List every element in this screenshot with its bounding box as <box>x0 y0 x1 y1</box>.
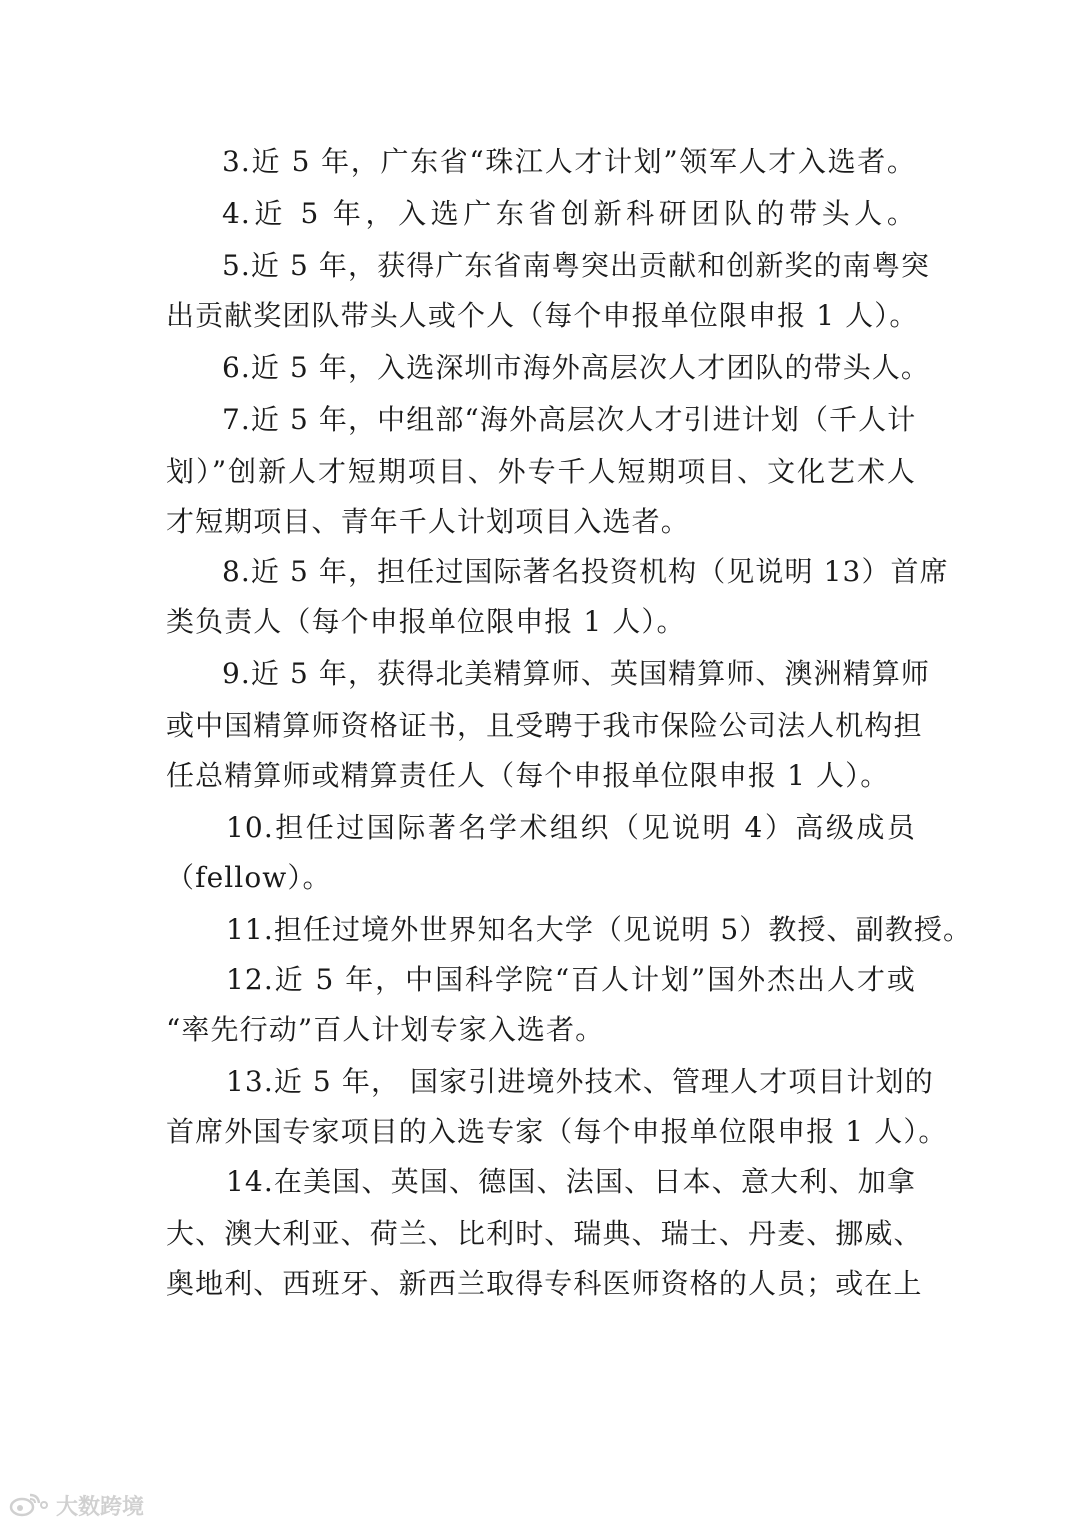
item-10-line-1: 10.担任过国际著名学术组织（见说明 4）高级成员 <box>226 811 916 844</box>
watermark-text: 大数跨境 <box>56 1494 145 1520</box>
item-11-line-1: 11.担任过境外世界知名大学（见说明 5）教授、副教授。 <box>226 913 973 946</box>
item-7-line-1: 7.近 5 年，中组部“海外高层次人才引进计划（千人计 <box>222 403 917 436</box>
item-3-line-1: 3.近 5 年，广东省“珠江人才计划”领军人才入选者。 <box>222 145 916 178</box>
item-4-line-1: 4.近 5 年，入选广东省创新科研团队的带头人。 <box>222 197 916 230</box>
item-13-line-2: 首席外国专家项目的入选专家（每个申报单位限申报 1 人）。 <box>166 1115 948 1148</box>
item-7-line-3: 才短期项目、青年千人计划项目入选者。 <box>166 505 690 538</box>
item-8-line-1: 8.近 5 年，担任过国际著名投资机构（见说明 13）首席 <box>222 555 949 588</box>
item-6-line-1: 6.近 5 年，入选深圳市海外高层次人才团队的带头人。 <box>222 351 931 384</box>
item-7-line-2: 划）”创新人才短期项目、外专千人短期项目、文化艺术人 <box>166 455 916 488</box>
item-9-line-1: 9.近 5 年，获得北美精算师、英国精算师、澳洲精算师 <box>222 657 931 690</box>
item-12-line-1: 12.近 5 年，中国科学院“百人计划”国外杰出人才或 <box>226 963 916 996</box>
item-10-line-2: （fellow）。 <box>166 861 332 894</box>
watermark <box>8 1490 144 1520</box>
item-14-line-1: 14.在美国、英国、德国、法国、日本、意大利、加拿 <box>226 1165 916 1198</box>
weibo-logo-icon <box>8 1491 52 1519</box>
item-14-line-2: 大、澳大利亚、荷兰、比利时、瑞典、瑞士、丹麦、挪威、 <box>166 1217 923 1250</box>
item-9-line-3: 任总精算师或精算责任人（每个申报单位限申报 1 人）。 <box>166 759 890 792</box>
item-12-line-2: “率先行动”百人计划专家入选者。 <box>166 1013 605 1046</box>
item-14-line-3: 奥地利、西班牙、新西兰取得专科医师资格的人员；或在上 <box>166 1267 923 1300</box>
item-13-line-1: 13.近 5 年， 国家引进境外技术、管理人才项目计划的 <box>226 1065 934 1098</box>
item-5-line-1: 5.近 5 年，获得广东省南粤突出贡献和创新奖的南粤突 <box>222 249 931 282</box>
item-9-line-2: 或中国精算师资格证书，且受聘于我市保险公司法人机构担 <box>166 709 923 742</box>
item-8-line-2: 类负责人（每个申报单位限申报 1 人）。 <box>166 605 686 638</box>
item-5-line-2: 出贡献奖团队带头人或个人（每个申报单位限申报 1 人）。 <box>166 299 919 332</box>
